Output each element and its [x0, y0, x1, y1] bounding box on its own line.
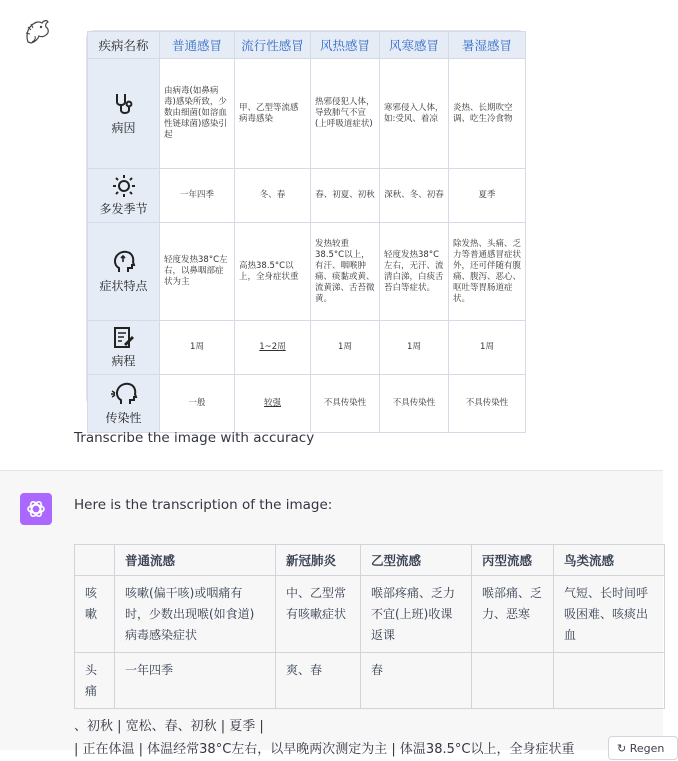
header-cell: 乙型流感	[361, 545, 472, 576]
row-label: 传染性	[105, 411, 142, 425]
table-cell: 轻度发热38°C左右，无汗、流清白涕，白痰舌苔白等症状。	[380, 223, 449, 321]
table-row	[88, 223, 526, 321]
refresh-icon: ↻	[617, 742, 627, 755]
table-cell: 头痛	[75, 653, 115, 709]
table-header-row	[88, 32, 526, 59]
table-cell: 1周	[311, 321, 380, 375]
row-label: 病因	[111, 121, 136, 135]
table-row	[88, 59, 526, 169]
table-cell: 寒邪侵入人体，如:受风、着凉	[380, 59, 449, 169]
header-cell: 风寒感冒	[380, 32, 449, 59]
assistant-intro-text: Here is the transcription of the image:	[74, 497, 333, 513]
regenerate-button[interactable]	[608, 736, 678, 760]
user-avatar	[22, 16, 52, 48]
table-cell: 咳嗽(偏干咳)或咽痛有时，少数出现喉(如食道)病毒感染症状	[115, 576, 276, 653]
row-header	[88, 321, 160, 375]
regenerate-label: Regen	[629, 742, 665, 755]
table-cell: 喉部疼痛、乏力不宜(上班)收课返课	[361, 576, 472, 653]
row-header	[88, 223, 160, 321]
table-cell: 高热38.5°C以上，全身症状重	[235, 223, 311, 321]
table-cell: 春、初夏、初秋	[311, 169, 380, 223]
table-row	[88, 375, 526, 433]
table-cell: 冬、春	[235, 169, 311, 223]
table-cell: 轻度发热38°C左右，以鼻咽部症状为主	[160, 223, 235, 321]
uploaded-image	[86, 30, 526, 425]
header-cell: 丙型流感	[472, 545, 554, 576]
assistant-text-line: | 正在体温 | 体温经常38°C左右，以早晚两次测定为主 | 体温38.5°C以上，全身症状重	[74, 742, 575, 757]
header-cell: 流行性感冒	[235, 32, 311, 59]
table-row	[88, 321, 526, 375]
table-cell: 气短、长时间呼吸困难、咳痰出血	[554, 576, 665, 653]
head-icon	[111, 249, 137, 275]
table-cell	[472, 653, 554, 709]
header-cell: 鸟类流感	[554, 545, 665, 576]
table-header-row	[75, 545, 665, 576]
table-cell: 1周	[160, 321, 235, 375]
table-cell: 深秋、冬、初春	[380, 169, 449, 223]
table-cell: 热邪侵犯人体，导致肺气不宣(上呼吸道症状)	[311, 59, 380, 169]
header-cell: 暑湿感冒	[449, 32, 526, 59]
header-cell	[75, 545, 115, 576]
sun-icon	[112, 174, 136, 198]
table-cell: 甲、乙型等流感病毒感染	[235, 59, 311, 169]
table-cell: 不具传染性	[311, 375, 380, 433]
table-cell: 1周	[449, 321, 526, 375]
table-cell: 一年四季	[115, 653, 276, 709]
table-cell: 不具传染性	[449, 375, 526, 433]
table-cell: 发热较重38.5°C以上，有汗、咽喉肿痛、痰黏或黄、流黄涕、舌苔微黄。	[311, 223, 380, 321]
header-cell: 普通流感	[115, 545, 276, 576]
table-cell: 喉部痛、乏力、恶寒	[472, 576, 554, 653]
stethoscope-icon	[111, 91, 137, 117]
transcription-table	[74, 544, 665, 709]
dragon-sketch-icon	[22, 16, 52, 48]
row-header	[88, 59, 160, 169]
table-cell: 1~2周	[235, 321, 311, 375]
document-icon	[112, 326, 136, 350]
openai-logo-icon	[20, 493, 52, 525]
header-cell: 新冠肺炎	[276, 545, 361, 576]
header-cell: 风热感冒	[311, 32, 380, 59]
header-cell: 普通感冒	[160, 32, 235, 59]
table-cell: 由病毒(如鼻病毒)感染所致，少数由细菌(如溶血性链球菌)感染引起	[160, 59, 235, 169]
table-cell: 爽、春	[276, 653, 361, 709]
table-cell: 一般	[160, 375, 235, 433]
table-cell: 一年四季	[160, 169, 235, 223]
row-label: 病程	[111, 354, 136, 368]
row-label: 多发季节	[99, 202, 148, 216]
row-header	[88, 169, 160, 223]
table-cell: 中、乙型常有咳嗽症状	[276, 576, 361, 653]
table-cell: 不具传染性	[380, 375, 449, 433]
assistant-text-line: 、初秋 | 宽松、春、初秋 | 夏季 |	[74, 719, 264, 734]
table-cell: 夏季	[449, 169, 526, 223]
table-cell: 炎热、长期吹空调、吃生冷食物	[449, 59, 526, 169]
assistant-message	[0, 471, 665, 757]
table-row	[75, 653, 665, 709]
row-label: 症状特点	[99, 279, 148, 293]
table-row	[75, 576, 665, 653]
table-cell	[554, 653, 665, 709]
table-row	[88, 169, 526, 223]
disease-comparison-table	[87, 31, 526, 433]
table-cell: 1周	[380, 321, 449, 375]
table-cell: 较强	[235, 375, 311, 433]
user-prompt-text: Transcribe the image with accuracy	[74, 430, 315, 446]
table-cell: 咳嗽	[75, 576, 115, 653]
table-cell: 春	[361, 653, 472, 709]
header-cell: 疾病名称	[88, 32, 160, 59]
table-cell: 除发热、头痛、乏力等普通感冒症状外，还可伴随有腹痛、腹泻、恶心、呕吐等胃肠道症状。	[449, 223, 526, 321]
assistant-avatar	[20, 493, 52, 525]
row-header	[88, 375, 160, 433]
cough-head-icon	[110, 381, 138, 407]
